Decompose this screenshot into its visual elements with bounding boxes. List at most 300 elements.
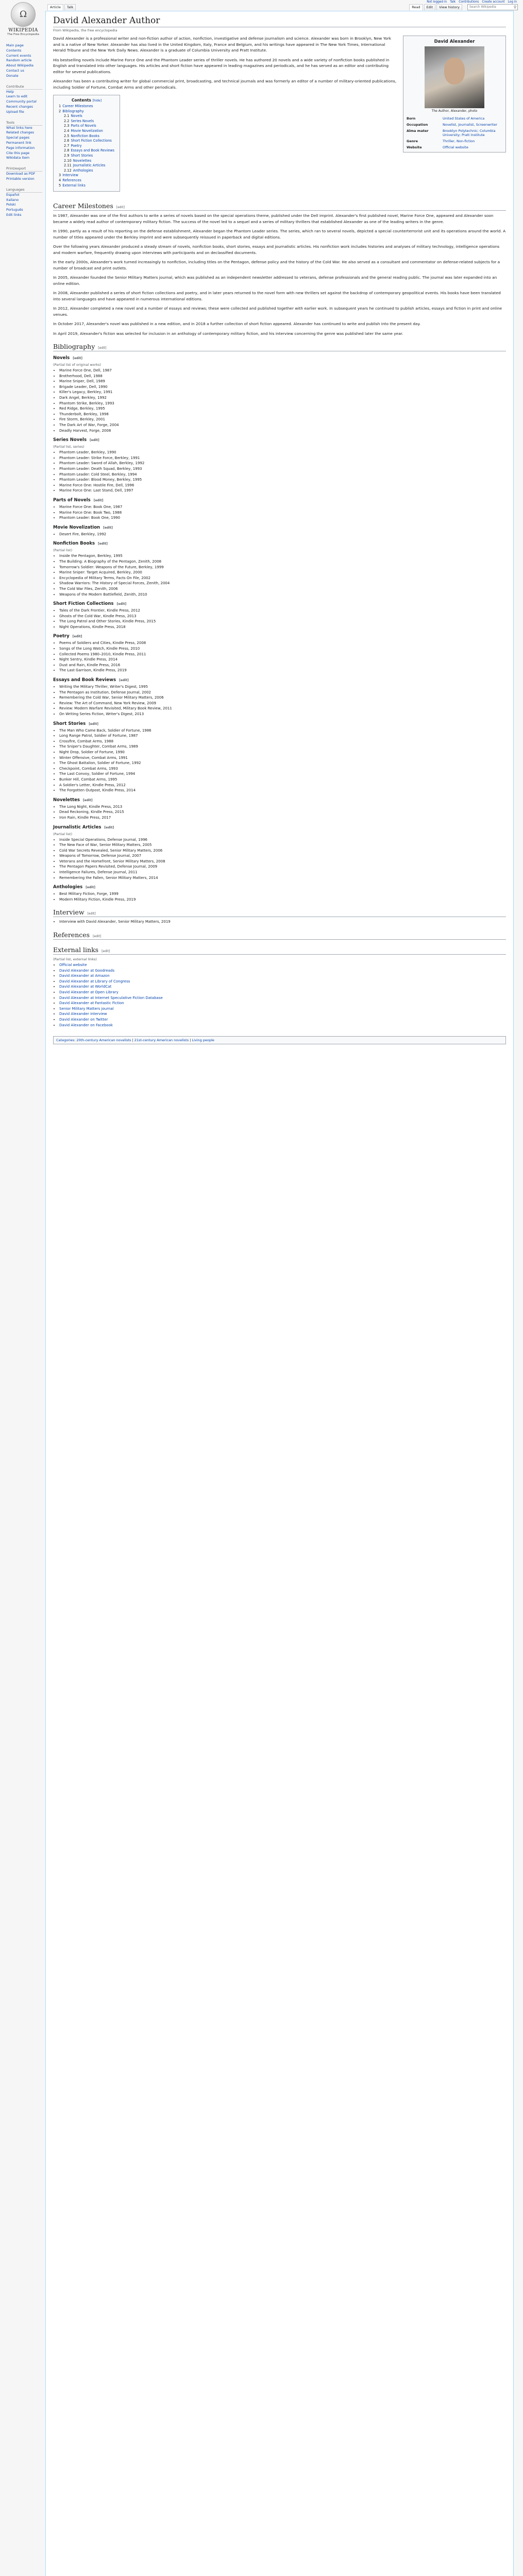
section-title: Short Fiction Collections	[53, 601, 114, 607]
toc-link[interactable]: Parts of Novels	[71, 124, 96, 128]
toc-link[interactable]: Nonfiction Books	[71, 133, 99, 138]
edit-section-link[interactable]: [edit]	[73, 357, 83, 361]
toc-item[interactable]	[59, 183, 114, 189]
list-item: • Iron Rain, Kindle Press, 2017	[59, 815, 506, 821]
list-item: • The Man Who Came Back, Soldier of Fortune, 1986	[59, 728, 506, 734]
list-item: • Interview with David Alexander, Senior Military Matters, 2019	[59, 919, 506, 925]
toc-item[interactable]	[59, 114, 114, 119]
external-links-list	[59, 962, 506, 1028]
list-item: • Long Range Patrol, Soldier of Fortune, 1987	[59, 733, 506, 739]
list-item: • Dust and Rain, Kindle Press, 2016	[59, 663, 506, 668]
infobox-row	[405, 138, 504, 144]
nav-link[interactable]: Community portal	[6, 99, 37, 104]
toc-number: 2.1	[64, 114, 70, 118]
list-item: • Encyclopedia of Military Terms, Facts On File, 2002	[59, 575, 506, 581]
external-link-item	[59, 973, 506, 979]
edit-section-link[interactable]: [edit]	[86, 886, 95, 890]
nav-link[interactable]: Wikidata item	[6, 156, 30, 160]
list-item: • Dead Reckoning, Kindle Press, 2015	[59, 809, 506, 815]
edit-section-link[interactable]: [edit]	[87, 912, 96, 916]
section-note: (Partial list, external links)	[53, 957, 97, 962]
nav-link[interactable]: Random article	[6, 58, 32, 63]
toc-number: 2.8	[64, 148, 70, 153]
toc-number: 3	[59, 173, 61, 178]
toc-link[interactable]: References	[62, 178, 81, 182]
toc-item[interactable]	[59, 129, 114, 134]
section-title: Journalistic Articles	[53, 824, 102, 830]
list-item: • The Pentagon as Institution, Defense Journal, 2002	[59, 690, 506, 696]
list-item: • Review: Modern Warfare Revisited, Military Book Review, 2011	[59, 706, 506, 711]
nav-heading-print: Print/export	[6, 166, 42, 172]
nav-link[interactable]: Printable version	[6, 176, 35, 181]
external-link[interactable]: David Alexander at Goodreads	[59, 968, 115, 973]
edit-section-link[interactable]: [edit]	[116, 602, 127, 606]
list-item: • The Last Convoy, Soldier of Fortune, 1994	[59, 771, 506, 777]
edit-section-link[interactable]: [edit]	[102, 950, 110, 954]
infobox-value[interactable]: Thriller, Non-fiction	[443, 139, 475, 143]
section-heading	[53, 525, 506, 530]
infobox-value[interactable]: United States of America	[443, 116, 485, 121]
section-list	[59, 919, 506, 925]
nav-heading-tools: Tools	[6, 120, 42, 126]
list-item: • Weapons of the Modern Battlefield, Zenith, 2010	[59, 592, 506, 598]
toc-item[interactable]	[59, 148, 114, 154]
external-link-item	[59, 1001, 506, 1006]
section-title: Parts of Novels	[53, 497, 91, 503]
section-list	[59, 532, 506, 537]
nav-heading-languages: Languages	[6, 187, 42, 193]
list-item: • Bunker Hill, Combat Arms, 1995	[59, 777, 506, 783]
toc-number: 2.7	[64, 143, 70, 148]
article-content	[45, 11, 514, 2576]
list-item: • Marine Sniper: Target Acquired, Berkley, 2000	[59, 570, 506, 575]
list-item: • Remembering the Cold War, Senior Military Matters, 2006	[59, 695, 506, 701]
section-note: (Partial list)	[53, 548, 73, 553]
section-heading	[53, 677, 506, 683]
external-link[interactable]: David Alexander at Amazon	[59, 974, 110, 978]
list-item: • Winter Offensive, Combat Arms, 1991	[59, 755, 506, 761]
nav-link[interactable]: Recent changes	[6, 104, 33, 109]
edit-section-link[interactable]: [edit]	[98, 346, 107, 350]
toc-link[interactable]: Bibliography	[62, 109, 84, 113]
list-item: • Killer's Legacy, Berkley, 1991	[59, 389, 506, 395]
toc-number: 5	[59, 183, 61, 188]
list-item: • Marine Force One: Book Two, 1988	[59, 510, 506, 516]
list-item: • Crossfire, Combat Arms, 1988	[59, 739, 506, 744]
section-heading	[53, 931, 506, 940]
list-item: • Phantom Leader: Sword of Allah, Berkley, 1992	[59, 461, 506, 466]
toc-item[interactable]	[59, 173, 114, 178]
nav-link[interactable]: Cite this page	[6, 150, 30, 155]
section-heading	[53, 343, 506, 351]
list-item: • Cold War Secrets Revealed, Senior Military Matters, 2006	[59, 848, 506, 854]
list-item: • Desert Fire, Berkley, 1992	[59, 532, 506, 537]
infobox-title: David Alexander	[434, 39, 475, 44]
top-bar	[45, 0, 523, 10]
personal-tools	[424, 1, 517, 4]
external-link-item	[59, 1006, 506, 1012]
personal-link[interactable]: Create account	[482, 1, 505, 4]
external-link-item	[59, 968, 506, 974]
toc-number: 2	[59, 109, 61, 113]
section-heading	[53, 634, 506, 639]
external-link-item	[59, 1011, 506, 1017]
toc-item[interactable]	[59, 144, 114, 149]
list-item: • Night Drop, Soldier of Fortune, 1990	[59, 750, 506, 755]
infobox-table	[405, 115, 504, 150]
infobox-caption: The Author, Alexander, photo	[431, 109, 478, 113]
section-list	[59, 837, 506, 881]
career-paragraph: In 2005, Alexander founded the Senior Military Matters journal, which was published as an independent newsletter addressed to veterans, defense professionals and the general reading public. The journal was later expanded into an online edition.	[53, 275, 497, 286]
toc-item[interactable]	[59, 168, 114, 174]
toc-item[interactable]	[59, 139, 114, 144]
list-item: • Brigade Leader, Dell, 1990	[59, 384, 506, 390]
list-item: • Best Military Fiction, Forge, 1999	[59, 891, 506, 897]
section-heading	[53, 908, 506, 917]
list-item: • Tomorrow's Soldier: Weapons of the Future, Berkley, 1999	[59, 565, 506, 570]
nav-link[interactable]: Page information	[6, 145, 35, 150]
section-title: Novels	[53, 355, 70, 361]
section-title: Career Milestones	[53, 202, 113, 210]
external-link-item	[59, 979, 506, 985]
list-item: • Marine Force One, Dell, 1987	[59, 368, 506, 374]
infobox-label: Genre	[407, 139, 418, 143]
section-heading	[53, 946, 506, 955]
toc-number: 2.3	[64, 124, 70, 128]
section-title: References	[53, 931, 90, 939]
list-item: • Brotherhood, Dell, 1988	[59, 374, 506, 379]
category-links: Categories: 20th-century American novelists | 21st-century American novelists | Living people	[53, 1036, 506, 1044]
nav-link[interactable]: Related changes	[6, 130, 35, 135]
external-link[interactable]: David Alexander on Twitter	[59, 1017, 108, 1022]
infobox-label: Website	[407, 145, 422, 149]
section-title: Movie Novelization	[53, 524, 100, 530]
nav-link[interactable]: Download as PDF	[6, 172, 36, 176]
external-link[interactable]: Senior Military Matters journal	[59, 1006, 114, 1011]
section-list	[59, 728, 506, 793]
career-paragraph: In 1987, Alexander was one of the first authors to write a series of novels based on the special operations theme, published under the Dell imprint. Alexander's first published novel, Marine Force One, appeared and Alexander soon became a widely read author of contemporary military fiction. The success of the novel led to a sequel and a series of military thrillers that established Alexander as one of the leading writers in the genre.	[53, 213, 494, 224]
list-item: • Poems of Soldiers and Cities, Kindle Press, 2008	[59, 640, 506, 646]
edit-section-link[interactable]: [edit]	[119, 679, 129, 683]
edit-section-link[interactable]: [edit]	[103, 526, 113, 530]
list-item: • Inside Special Operations, Defense Journal, 1996	[59, 837, 506, 843]
edit-section-link[interactable]: [edit]	[89, 722, 98, 726]
personal-link[interactable]: Not logged in	[427, 1, 447, 4]
list-item: • Remembering the Fallen, Senior Military Matters, 2014	[59, 875, 506, 881]
edit-section-link[interactable]: [edit]	[93, 935, 102, 939]
toc-link[interactable]: Novels	[71, 114, 82, 118]
section-note: (Partial list, series)	[53, 445, 85, 449]
toc-item[interactable]	[59, 163, 114, 168]
edit-section-link[interactable]: [edit]	[98, 542, 108, 546]
section-heading	[53, 541, 506, 546]
intro-paragraph: His bestselling novels include Marine Force One and the Phantom Leader series of thriller novels. He has authored 20 novels and a wide variety of nonfiction books published in English and translated into other languages. His articles and short fiction have appeared in leading magazines and periodicals, and he has served as an editor and contributing editor for several publications.	[53, 57, 390, 74]
section-title: Interview	[53, 908, 85, 917]
list-item: • The Cold War Files, Zenith, 2006	[59, 586, 506, 592]
intro-paragraph: David Alexander is a professional writer and non-fiction author of action, nonfiction, investigative and defense journalism and science. Alexander was born in Brooklyn, New York and is a native of New Yorker. Alexander has also lived in the United Kingdom, Italy, France and Belgium, and his writings have appeared in The New York Times, International Herald Tribune and the New York Daily News. Alexander is a graduate of Columbia University and Pratt Institute.	[53, 36, 392, 53]
list-item: • Fire Storm, Berkley, 2001	[59, 417, 506, 422]
list-item: • The Ghost Battalion, Soldier of Fortune, 1992	[59, 760, 506, 766]
infobox	[403, 36, 506, 152]
nav-link[interactable]: About Wikipedia	[6, 63, 33, 68]
toc-item[interactable]	[59, 109, 114, 114]
toc-link[interactable]: Poetry	[71, 143, 82, 148]
external-link[interactable]: David Alexander at Library of Congress	[59, 979, 130, 984]
view-tabs	[409, 4, 518, 10]
nav-heading-contribute: Contribute	[6, 84, 42, 90]
personal-link[interactable]: Contributions	[459, 1, 479, 4]
external-link-item	[59, 990, 506, 995]
toc-link[interactable]: Series Novels	[71, 118, 94, 123]
toc-number: 2.11	[64, 163, 72, 168]
list-item: • Marine Force One: Last Stand, Dell, 1997	[59, 488, 506, 494]
toc-title	[59, 98, 114, 103]
external-link[interactable]: David Alexander at Internet Speculative Fiction Database	[59, 995, 163, 1000]
toc-hide-link[interactable]: [hide]	[92, 99, 102, 103]
section-heading	[53, 885, 506, 890]
list-item: • The New Face of War, Senior Military Matters, 2005	[59, 842, 506, 848]
infobox-row	[405, 122, 504, 128]
external-link-item	[59, 984, 506, 990]
toc-link[interactable]: Career Milestones	[62, 104, 93, 108]
toc-number: 2.10	[64, 158, 72, 163]
list-item: • Thunderbolt, Berkley, 1998	[59, 412, 506, 417]
toc-link[interactable]: Short Stories	[71, 153, 93, 158]
nav-link[interactable]: Polski	[6, 202, 16, 207]
infobox-value[interactable]: Novelist, Journalist, Screenwriter	[443, 123, 498, 127]
toc-link[interactable]: Novelettes	[73, 158, 92, 163]
category-link[interactable]: 20th-century American novelists	[76, 1038, 131, 1043]
list-item: • Phantom Leader: Cold Steel, Berkley, 1994	[59, 472, 506, 478]
list-item: • Weapons of Tomorrow, Defense Journal, 2007	[59, 853, 506, 859]
career-paragraph: In 2008, Alexander published a series of short fiction collections and poetry, and in later years returned to the novel form with new thrillers set against the backdrop of contemporary geopolitical events. His books have been translated into several languages and have appeared in numerous international editions.	[53, 291, 501, 301]
external-link-item	[59, 1017, 506, 1023]
external-link[interactable]: David Alexander on Facebook	[59, 1023, 113, 1027]
edit-section-link[interactable]: [edit]	[90, 438, 99, 443]
infobox-row	[405, 128, 504, 138]
list-item: • The Long Night, Kindle Press, 2013	[59, 804, 506, 810]
list-item: • Checkpoint, Combat Arms, 1993	[59, 766, 506, 772]
career-paragraph: Over the following years Alexander produced a steady stream of novels, nonfiction books, short stories, essays and journalistic articles. His nonfiction work includes histories and analyses of military technology, intelligence operations and modern warfare, frequently drawing upon interviews with participants and on declassified documents.	[53, 244, 500, 255]
section-title: Nonfiction Books	[53, 541, 95, 547]
toc-link[interactable]: Short Fiction Collections	[71, 139, 112, 143]
section-list	[59, 804, 506, 821]
author-photo[interactable]	[425, 46, 484, 108]
section-title: Series Novels	[53, 437, 87, 443]
section-heading	[53, 498, 506, 503]
toc-number: 2.2	[64, 118, 70, 123]
search-input[interactable]	[467, 4, 518, 10]
section-heading	[53, 437, 506, 443]
list-item: • The Pentagon Papers Revisited, Defense Journal, 2009	[59, 864, 506, 870]
toc-link[interactable]: Anthologies	[73, 168, 93, 173]
section-title: Short Stories	[53, 721, 86, 726]
section-heading	[53, 355, 506, 361]
edit-section-link[interactable]: [edit]	[116, 206, 125, 210]
list-item: • The Last Garrison, Kindle Press, 2019	[59, 668, 506, 673]
external-link[interactable]: David Alexander at WorldCat	[59, 985, 112, 989]
nav-link[interactable]: Contact us	[6, 68, 24, 73]
search-icon[interactable]: ⚲	[513, 5, 516, 9]
career-paragraph: In 1990, partly as a result of his reporting on the defense establishment, Alexander began the Phantom Leader series. The series, which ran to several novels, depicted a special counterterrorist unit and its operations around the world. A number of titles appeared under the Berkley imprint and were subsequently reissued in paperback and digital editions.	[53, 229, 506, 240]
toc-number: 2.12	[64, 168, 72, 173]
toc-item[interactable]	[59, 178, 114, 183]
toc-item[interactable]	[59, 104, 114, 109]
section-list	[59, 684, 506, 717]
main-navigation	[0, 43, 45, 218]
list-item: • Review: The Art of Command, New York Review, 2009	[59, 701, 506, 706]
globe-icon: Ω	[11, 2, 36, 27]
toc-number: 1	[59, 104, 61, 108]
edit-section-link[interactable]: [edit]	[93, 498, 104, 502]
site-sub: From Wikipedia, the free encyclopedia	[53, 28, 117, 32]
nav-link[interactable]: Current events	[6, 53, 31, 58]
external-link[interactable]: Official website	[59, 963, 87, 968]
section-list	[59, 368, 506, 433]
section-list	[59, 553, 506, 597]
section-heading	[53, 825, 506, 830]
list-item: • Marine Sniper, Dell, 1989	[59, 379, 506, 384]
list-item: • Intelligence Failures, Defense Journal, 2011	[59, 870, 506, 875]
edit-section-link[interactable]: [edit]	[82, 798, 93, 802]
section-list	[59, 891, 506, 902]
list-item: • Veterans and the Homefront, Senior Military Matters, 2008	[59, 859, 506, 865]
nav-link[interactable]: Learn to edit	[6, 94, 28, 99]
list-item: • Songs of the Long Watch, Kindle Press, 2010	[59, 646, 506, 652]
list-item: • Marine Force One: Book One, 1987	[59, 504, 506, 510]
list-item: • Modern Military Fiction, Kindle Press, 2019	[59, 897, 506, 903]
toc-link[interactable]: External links	[62, 183, 86, 188]
namespace-tabs	[47, 4, 77, 10]
sidebar	[0, 0, 45, 218]
toc-item[interactable]	[59, 159, 114, 164]
toc-item[interactable]	[59, 134, 114, 139]
list-item: • The Dark Art of War, Forge, 2004	[59, 422, 506, 428]
career-paragraph: In the early 2000s, Alexander's work turned increasingly to nonfiction, including titles on the Pentagon, defense policy and the history of the Cold War. He also served as a consultant and commentator on defense-related subjects for a number of broadcast and print outlets.	[53, 260, 500, 270]
external-link-item	[59, 962, 506, 968]
nav-link[interactable]: Upload file	[6, 109, 24, 114]
infobox-value[interactable]: Brooklyn Polytechnic; Columbia University; Pratt Institute	[443, 129, 496, 137]
toc-number: 4	[59, 178, 61, 182]
category-link[interactable]: 21st-century American novelists	[134, 1038, 189, 1043]
section-heading	[53, 202, 506, 211]
toc-link[interactable]: Interview	[62, 173, 78, 178]
wikipedia-logo[interactable]	[7, 2, 39, 40]
nav-link[interactable]: Contents	[6, 48, 22, 53]
view-tab-0[interactable]: Read	[409, 4, 423, 10]
section-list	[59, 640, 506, 673]
logo-tagline: The Free Encyclopedia	[7, 33, 39, 36]
external-link[interactable]: David Alexander interview	[59, 1012, 107, 1016]
toc-item[interactable]	[59, 119, 114, 124]
section-heading	[53, 601, 506, 606]
section-note: (Partial list)	[53, 832, 73, 836]
nav-link[interactable]: Italiano	[6, 197, 19, 202]
infobox-label: Born	[407, 116, 416, 121]
category-link[interactable]: Living people	[192, 1038, 214, 1043]
infobox-value[interactable]: Official website	[443, 145, 468, 149]
career-paragraph: In October 2017, Alexander's novel was published in a new edition, and in 2018 a further collection of short fiction appeared. Alexander has continued to write and publish into the present day.	[53, 321, 421, 327]
toc-item[interactable]	[59, 154, 114, 159]
nav-link[interactable]: Help	[6, 89, 14, 94]
list-item: • Ghosts of the Cold War, Kindle Press, 2013	[59, 614, 506, 619]
section-title: Poetry	[53, 634, 70, 639]
external-link[interactable]: David Alexander at Open Library	[59, 990, 119, 994]
list-item: • Night Sentry, Kindle Press, 2014	[59, 657, 506, 663]
nav-link[interactable]: What links here	[6, 125, 32, 130]
edit-section-link[interactable]: [edit]	[104, 825, 114, 829]
nav-link[interactable]: Donate	[6, 73, 19, 78]
edit-section-link[interactable]: [edit]	[72, 635, 82, 639]
list-item: • On Writing Series Fiction, Writer's Digest, 2013	[59, 711, 506, 717]
list-item: • Phantom Leader: Strike Force, Berkley, 1991	[59, 455, 506, 461]
section-list	[59, 450, 506, 494]
section-title: Bibliography	[53, 343, 95, 351]
list-item: • Night Operations, Kindle Press, 2018	[59, 624, 506, 630]
nav-link[interactable]: Main page	[6, 43, 24, 47]
intro-paragraph: Alexander has been a contributing writer for global commercial print, broadcasting, and technical journals and was formerly an editor of a number of military-oriented publications, including Soldier of Fortune, Combat Arms and other periodicals.	[53, 79, 397, 90]
list-item: • Phantom Leader: Death Squad, Berkley, 1993	[59, 466, 506, 472]
nav-link[interactable]: Special pages	[6, 135, 30, 140]
section-heading	[53, 721, 506, 726]
section-heading	[53, 798, 506, 803]
nav-link[interactable]: Português	[6, 208, 23, 212]
logo-wordmark: WIKIPEDIA	[8, 28, 38, 33]
table-of-contents	[53, 95, 120, 192]
view-tab-1[interactable]: Edit	[424, 4, 436, 10]
nav-link[interactable]: Español	[6, 192, 20, 197]
list-item: • The Long Patrol and Other Stories, Kindle Press, 2015	[59, 619, 506, 624]
list-item: • Shadow Warriors: The History of Special Forces, Zenith, 2004	[59, 581, 506, 586]
toc-item[interactable]	[59, 124, 114, 129]
personal-link[interactable]: Talk	[450, 1, 456, 4]
toc-link[interactable]: Journalistic Articles	[73, 163, 106, 168]
tab-1[interactable]: Talk	[64, 4, 76, 10]
section-title: External links	[53, 946, 99, 954]
list-item: • Deadly Harvest, Forge, 2008	[59, 428, 506, 434]
external-link-item	[59, 995, 506, 1001]
edit-links-link[interactable]: Edit links	[6, 212, 22, 217]
external-link-item	[59, 1023, 506, 1028]
section-note: (Partial list of original works)	[53, 363, 101, 367]
list-item: • Writing the Military Thriller, Writer's Digest, 1995	[59, 684, 506, 690]
list-item: • Inside the Pentagon, Berkley, 1995	[59, 553, 506, 559]
toc-link[interactable]: Movie Novelization	[71, 128, 103, 133]
section-title: Anthologies	[53, 885, 83, 890]
infobox-label: Alma mater	[407, 129, 429, 133]
toc-heading: Contents	[71, 98, 91, 103]
view-tab-2[interactable]: View history	[436, 4, 462, 10]
external-link[interactable]: David Alexander at Fantastic Fiction	[59, 1001, 124, 1006]
tab-0[interactable]: Article	[47, 4, 63, 10]
list-item: • Tales of the Dark Frontier, Kindle Press, 2012	[59, 608, 506, 614]
list-item: • Red Ridge, Berkley, 1995	[59, 406, 506, 412]
toc-link[interactable]: Essays and Book Reviews	[71, 148, 114, 153]
toc-number: 2.6	[64, 139, 70, 143]
personal-link[interactable]: Log in	[508, 1, 517, 4]
toc-number: 2.5	[64, 133, 70, 138]
list-item: • Phantom Leader: Blood Money, Berkley, 1995	[59, 477, 506, 483]
toc-number: 2.4	[64, 128, 70, 133]
list-item: • Phantom Strike, Berkley, 1993	[59, 401, 506, 406]
career-paragraph: In April 2019, Alexander's fiction was selected for inclusion in an anthology of contemporary military fiction, and his interview concerning the genre was published later the same year.	[53, 331, 403, 336]
list-item: • Collected Poems 1980–2010, Kindle Press, 2011	[59, 652, 506, 657]
categories-label[interactable]: Categories	[56, 1038, 75, 1043]
nav-link[interactable]: Permanent link	[6, 140, 31, 145]
list-item: • The Building: A Biography of the Pentagon, Zenith, 2008	[59, 559, 506, 565]
career-paragraph: In 2012, Alexander completed a new novel and a number of essays and reviews; these were collected and published together with earlier work. In subsequent years he continued to publish articles, essays and fiction in print and online venues.	[53, 306, 502, 317]
list-item: • Dark Angel, Berkley, 1992	[59, 395, 506, 401]
